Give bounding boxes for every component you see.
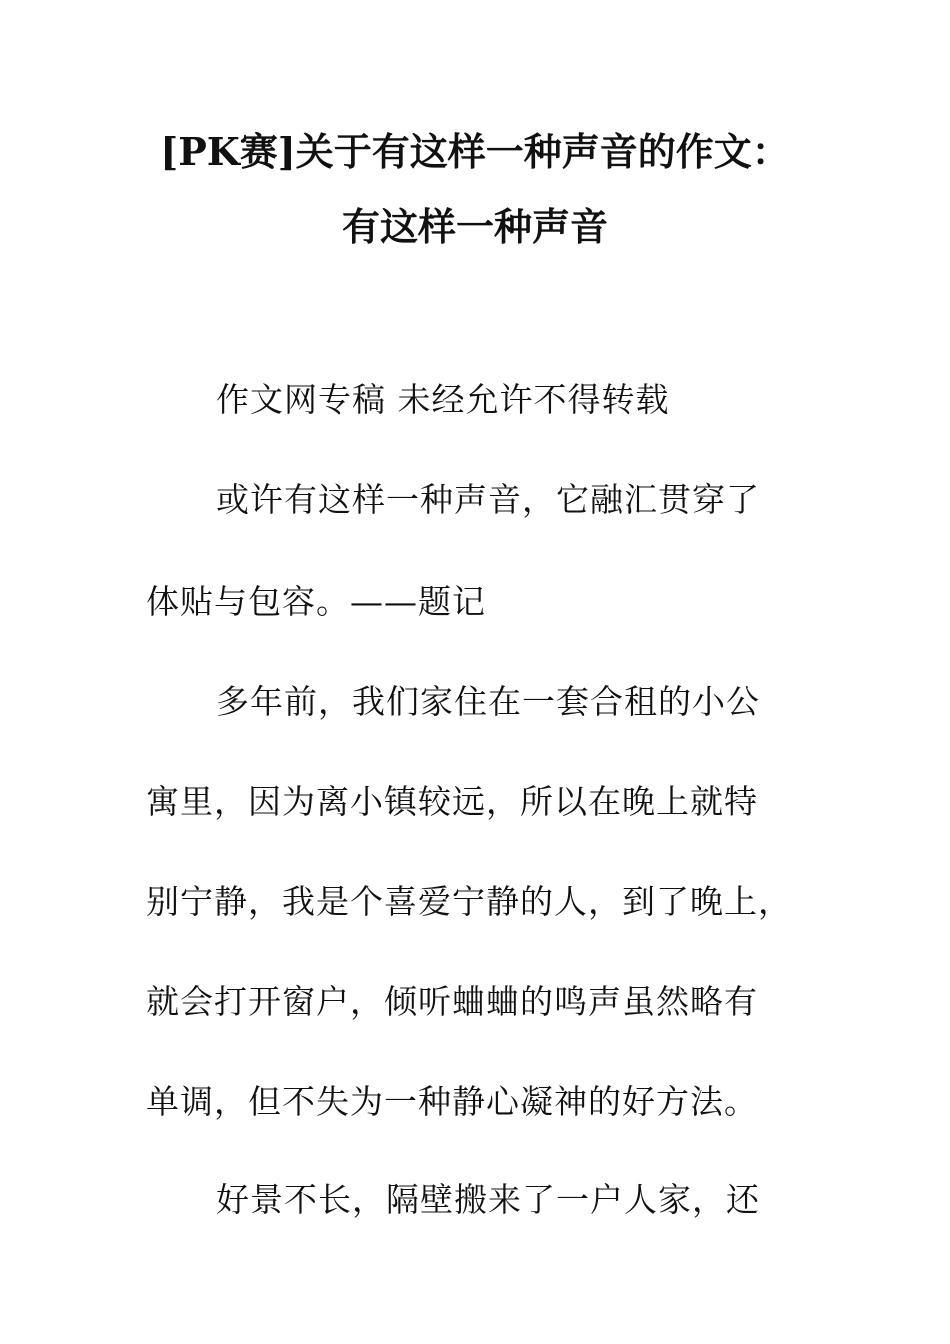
paragraph-line-5: 单调，但不失为一种静心凝神的好方法。 [146,1082,758,1121]
paragraph-line-6: 好景不长，隔壁搬来了一户人家，还 [216,1180,760,1219]
paragraph-line-4: 就会打开窗户，倾听蛐蛐的鸣声虽然略有 [146,982,758,1021]
paragraph-line-source-note: 作文网专稿 未经允许不得转载 [216,380,670,419]
paragraph-line-epigraph-1: 或许有这样一种声音，它融汇贯穿了 [216,480,760,519]
document-title-line-2: 有这样一种声音 [341,204,608,249]
document-title-line-1: [PK赛]关于有这样一种声音的作文： [160,129,790,174]
paragraph-line-1: 多年前，我们家住在一套合租的小公 [216,682,760,721]
paragraph-line-epigraph-2: 体贴与包容。——题记 [146,582,486,621]
paragraph-line-3: 别宁静，我是个喜爱宁静的人，到了晚上， [146,882,792,921]
paragraph-line-2: 寓里，因为离小镇较远，所以在晚上就特 [146,782,758,821]
